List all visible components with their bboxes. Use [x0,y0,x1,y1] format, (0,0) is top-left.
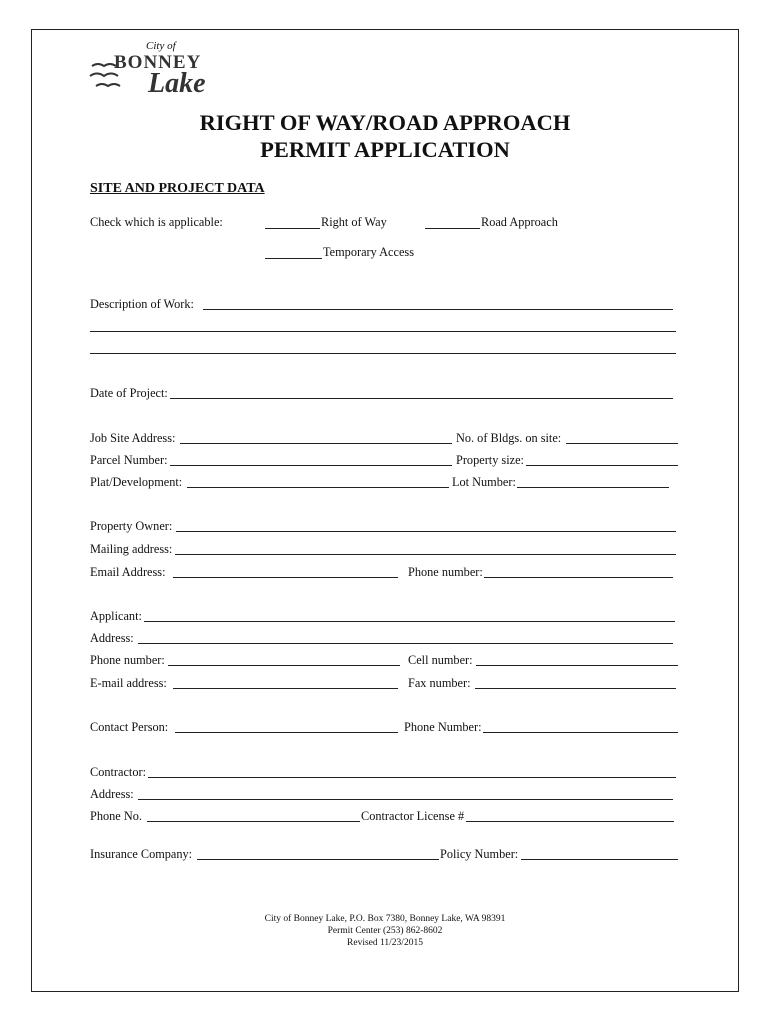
right-of-way-blank[interactable] [265,228,320,229]
applicant-phone-label: Phone number: [90,653,165,667]
applicant-address-field[interactable] [138,643,673,644]
parcel-field[interactable] [170,465,452,466]
temporary-access-label: Temporary Access [323,245,414,259]
mailing-label: Mailing address: [90,542,173,556]
logo-bonney-text: BONNEY [114,52,202,73]
insurance-label: Insurance Company: [90,847,193,861]
description-field-line3[interactable] [90,353,676,354]
description-field[interactable] [203,309,673,310]
contractor-phone-field[interactable] [147,821,360,822]
job-site-label: Job Site Address: [90,431,176,445]
date-label: Date of Project: [90,386,168,400]
cell-label: Cell number: [408,653,473,667]
parcel-label: Parcel Number: [90,453,168,467]
owner-email-label: Email Address: [90,565,166,579]
contractor-phone-label: Phone No. [90,809,142,823]
contractor-label: Contractor: [90,765,147,779]
footer-address: City of Bonney Lake, P.O. Box 7380, Bonney Lake, WA 98391 [264,914,506,924]
applicant-address-label: Address: [90,631,134,645]
property-size-label: Property size: [456,453,524,467]
description-field-line2[interactable] [90,331,676,332]
plat-field[interactable] [187,487,449,488]
form-title-line2: PERMIT APPLICATION [260,137,510,162]
footer-phone: Permit Center (253) 862-8602 [327,926,443,936]
logo-lake-text: Lake [148,68,206,99]
policy-label: Policy Number: [440,847,519,861]
contact-field[interactable] [175,732,398,733]
fax-field[interactable] [475,688,676,689]
policy-field[interactable] [521,859,678,860]
footer-revised: Revised 11/23/2015 [347,938,423,948]
owner-phone-label: Phone number: [408,565,483,579]
applicant-email-label: E-mail address: [90,676,167,690]
fax-label: Fax number: [408,676,471,690]
applicant-label: Applicant: [90,609,142,623]
temporary-access-blank[interactable] [265,258,322,259]
road-approach-label: Road Approach [481,215,558,229]
owner-field[interactable] [176,531,676,532]
bldgs-field[interactable] [566,443,678,444]
applicant-email-field[interactable] [173,688,398,689]
insurance-field[interactable] [197,859,439,860]
contractor-address-label: Address: [90,787,134,801]
contact-phone-field[interactable] [483,732,678,733]
license-label: Contractor License # [361,809,465,823]
contractor-field[interactable] [148,777,676,778]
road-approach-blank[interactable] [425,228,480,229]
logo-city-text: City of [146,40,176,52]
contractor-address-field[interactable] [138,799,673,800]
right-of-way-label: Right of Way [321,215,387,229]
contact-phone-label: Phone Number: [404,720,482,734]
lot-field[interactable] [517,487,669,488]
cell-field[interactable] [476,665,678,666]
date-field[interactable] [170,398,673,399]
owner-phone-field[interactable] [484,577,673,578]
job-site-field[interactable] [180,443,452,444]
form-title-line1: RIGHT OF WAY/ROAD APPROACH [199,110,571,135]
applicant-phone-field[interactable] [168,665,400,666]
section-heading: SITE AND PROJECT DATA [90,181,265,196]
mailing-field[interactable] [175,554,676,555]
plat-label: Plat/Development: [90,475,183,489]
license-field[interactable] [466,821,674,822]
contact-label: Contact Person: [90,720,169,734]
owner-label: Property Owner: [90,519,173,533]
description-label: Description of Work: [90,297,194,311]
bldgs-label: No. of Bldgs. on site: [456,431,562,445]
property-size-field[interactable] [526,465,678,466]
applicable-label: Check which is applicable: [90,215,223,229]
applicant-field[interactable] [144,621,675,622]
city-logo [88,40,234,104]
owner-email-field[interactable] [173,577,398,578]
lot-label: Lot Number: [452,475,516,489]
